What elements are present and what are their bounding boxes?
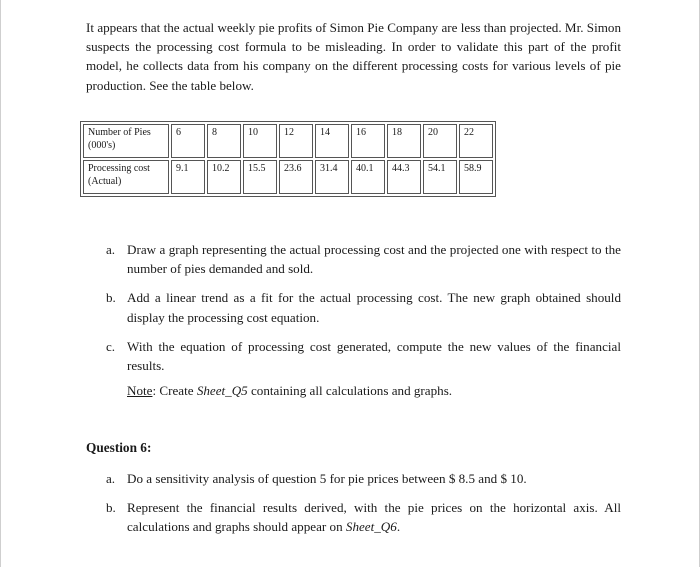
table-cell: 44.3 [387, 160, 421, 194]
list-item [106, 240, 621, 278]
note-label: Note [127, 383, 153, 398]
table-cell: 12 [279, 124, 313, 158]
item-text: With the equation of processing cost generated, compute the new values of the financial results. [127, 338, 621, 374]
table-cell: 10.2 [207, 160, 241, 194]
q5-list [106, 240, 621, 375]
table-cell: 8 [207, 124, 241, 158]
list-item [106, 337, 621, 375]
intro-paragraph: It appears that the actual weekly pie profits of Simon Pie Company are less than projected. Mr. Simon suspects the processing cost formula to be misleading. In order to validate this part of the profit model, he collects data from his company on the different processing costs for various levels of pie production. See the table below. [86, 20, 621, 93]
table-cell: 20 [423, 124, 457, 158]
list-item [106, 288, 621, 326]
item-text: Do a sensitivity analysis of question 5 for pie prices between $ 8.5 and $ 10. [127, 471, 527, 486]
table-cell: 40.1 [351, 160, 385, 194]
table-cell: 54.1 [423, 160, 457, 194]
item-marker: b. [106, 290, 116, 306]
table-cell: 18 [387, 124, 421, 158]
item-text: Draw a graph representing the actual processing cost and the projected one with respect to the number of pies demanded and sold. [127, 242, 621, 277]
processing-cost-table [80, 121, 496, 197]
table-cell: 9.1 [171, 160, 205, 194]
list-item [106, 469, 621, 488]
item-text-body: Represent the financial results derived, with the pie prices on the horizontal axis. All calculations and graphs should appear on [127, 500, 621, 535]
note-suffix: containing all calculations and graphs. [247, 383, 453, 398]
item-marker: a. [106, 471, 116, 486]
list-item [106, 498, 621, 536]
table-cell: 6 [171, 124, 205, 158]
q6-list [106, 469, 621, 537]
question-6-heading: Question 6: [86, 440, 152, 455]
note-line [127, 383, 452, 399]
table-row [83, 160, 493, 194]
table-cell: 16 [351, 124, 385, 158]
table-cell: 22 [459, 124, 493, 158]
row-header: Number of Pies (000's) [83, 124, 169, 158]
table-cell: 14 [315, 124, 349, 158]
table-cell: 10 [243, 124, 277, 158]
item-marker: c. [106, 338, 116, 354]
row-header: Processing cost (Actual) [83, 160, 169, 194]
item-marker: b. [106, 500, 116, 516]
item-text-end: . [396, 519, 401, 535]
table-cell: 31.4 [315, 160, 349, 194]
note-prefix: : Create [152, 383, 197, 398]
table-cell: 58.9 [459, 160, 493, 194]
item-marker: a. [106, 242, 116, 257]
item-text: Add a linear trend as a fit for the actual processing cost. The new graph obtained should display the processing cost equation. [127, 290, 621, 325]
note-sheet-name: Sheet_Q5 [196, 383, 248, 398]
table-row [83, 124, 493, 158]
item-text [127, 498, 621, 536]
item-sheet-name: Sheet_Q6 [345, 519, 397, 535]
table-cell: 15.5 [243, 160, 277, 194]
table-cell: 23.6 [279, 160, 313, 194]
